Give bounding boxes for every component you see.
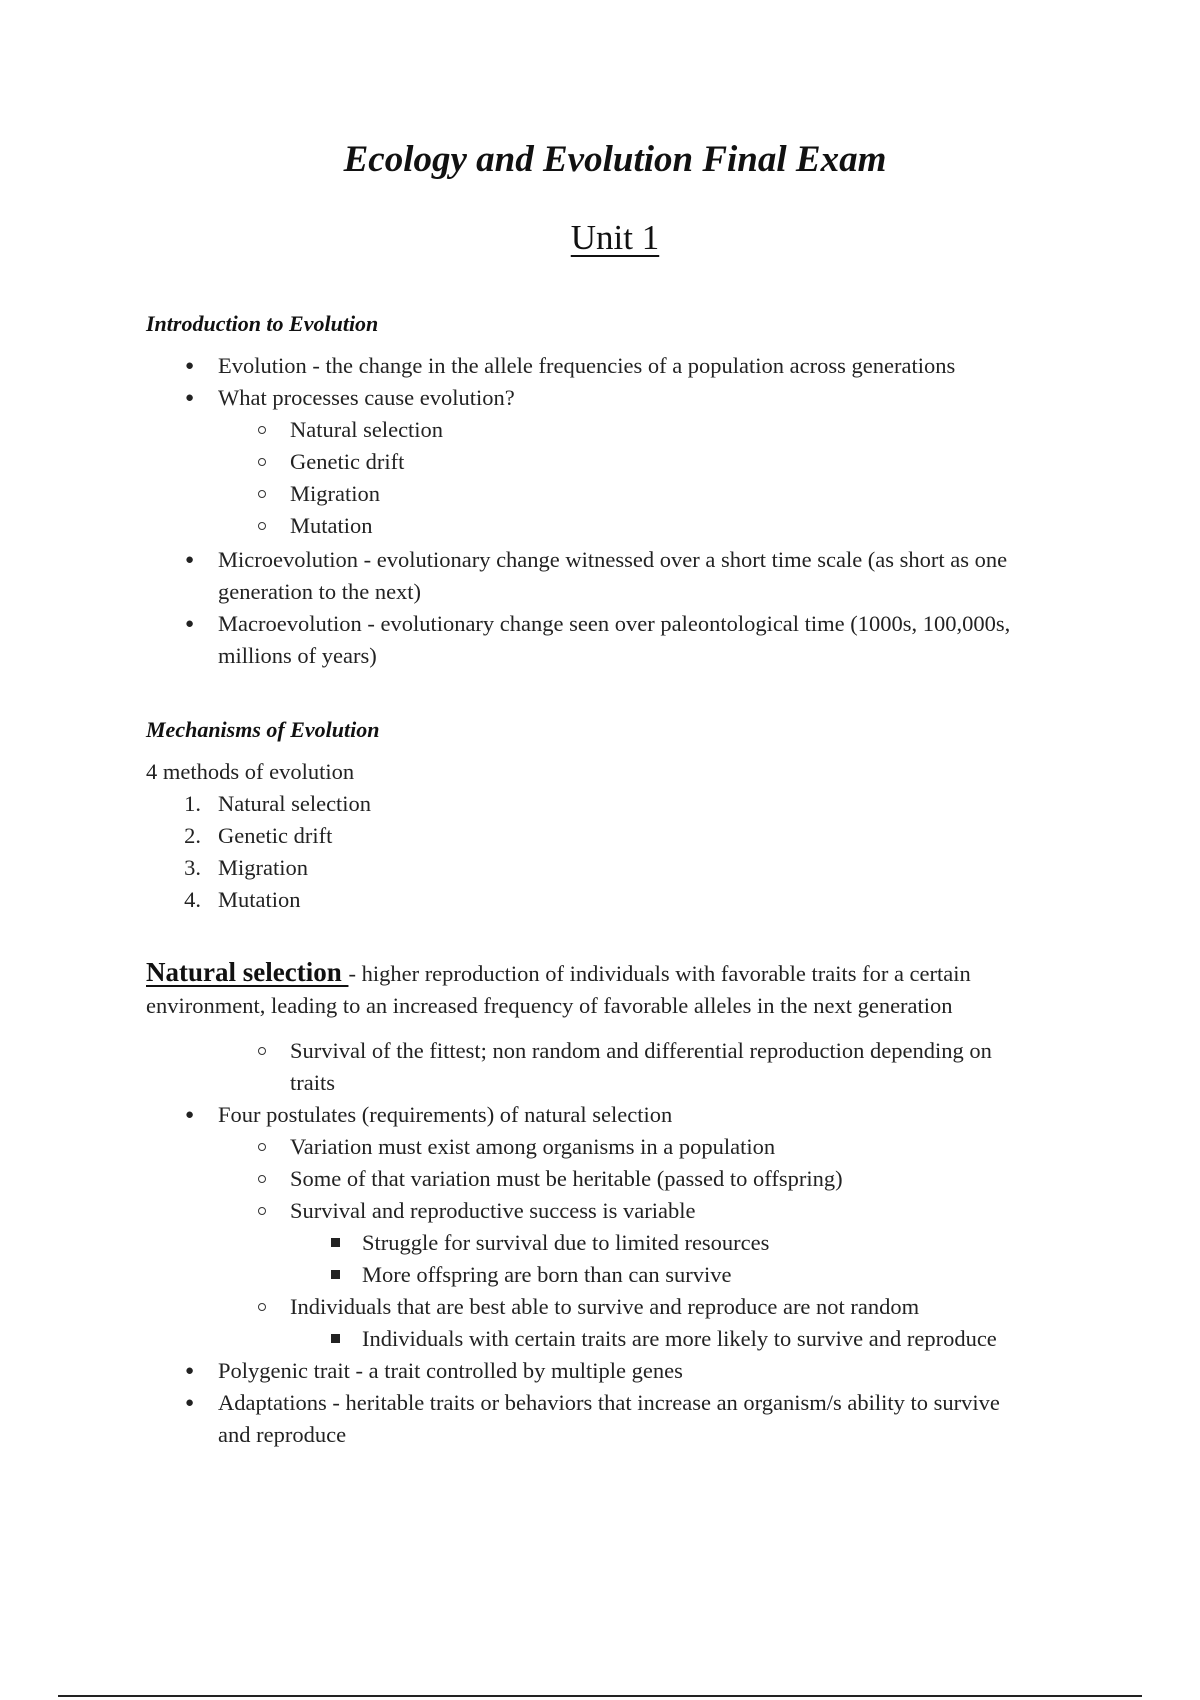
list-item: Migration <box>290 481 380 506</box>
list-item: Natural selection <box>290 417 444 442</box>
list-item: Variation must exist among organisms in a population <box>290 1134 776 1159</box>
list-item-continuation: traits <box>290 1070 335 1095</box>
section-heading-intro: Introduction to Evolution <box>146 311 379 336</box>
definition-continuation: environment, leading to an increased frequency of favorable alleles in the next generation <box>146 993 953 1018</box>
list-item: Genetic drift <box>290 449 405 474</box>
list-item: Migration <box>218 855 308 880</box>
list-item: Some of that variation must be heritable (passed to offspring) <box>290 1166 843 1191</box>
bullet-circle <box>258 1175 266 1183</box>
list-item: Macroevolution - evolutionary change seen over paleontological time (1000s, 100,000s, <box>218 611 1011 636</box>
list-item: Mutation <box>290 513 373 538</box>
bullet-dot: ● <box>185 358 195 374</box>
bullet-circle <box>258 1303 266 1311</box>
unit-heading <box>0 218 1200 258</box>
list-item: Individuals with certain traits are more likely to survive and reproduce <box>362 1326 997 1351</box>
list-item: Mutation <box>218 887 301 912</box>
bullet-dot: ● <box>185 390 195 406</box>
bullet-square <box>331 1334 340 1343</box>
bullet-circle <box>258 1207 266 1215</box>
bullet-circle <box>258 522 266 530</box>
term-natural-selection: Natural selection <box>146 957 349 987</box>
bullet-dot: ● <box>185 616 195 632</box>
bullet-square <box>331 1270 340 1279</box>
list-item: What processes cause evolution? <box>218 385 515 410</box>
document-title: Ecology and Evolution Final Exam <box>343 139 887 180</box>
bullet-circle <box>258 490 266 498</box>
list-item: Natural selection <box>218 791 372 816</box>
list-item-continuation: generation to the next) <box>218 579 422 604</box>
list-item: Survival and reproductive success is variable <box>290 1198 696 1223</box>
definition-text: - higher reproduction of individuals with favorable traits for a certain <box>348 961 971 986</box>
list-item: Polygenic trait - a trait controlled by multiple genes <box>218 1358 683 1383</box>
list-item: Evolution - the change in the allele frequencies of a population across generations <box>218 353 956 378</box>
page-bottom-rule <box>58 1695 1142 1697</box>
list-number: 3. <box>184 855 201 880</box>
bullet-circle <box>258 426 266 434</box>
list-item: Survival of the fittest; non random and differential reproduction depending on <box>290 1038 992 1063</box>
mechanisms-intro: 4 methods of evolution <box>146 759 355 784</box>
bullet-square <box>331 1238 340 1247</box>
section-heading-mechanisms: Mechanisms of Evolution <box>146 717 380 742</box>
list-number: 2. <box>184 823 201 848</box>
list-item: Adaptations - heritable traits or behaviors that increase an organism/s ability to survive <box>218 1390 1000 1415</box>
list-item: Genetic drift <box>218 823 333 848</box>
list-number: 4. <box>184 887 201 912</box>
list-item: Microevolution - evolutionary change witnessed over a short time scale (as short as one <box>218 547 1008 572</box>
bullet-dot: ● <box>185 1395 195 1411</box>
bullet-circle <box>258 1047 266 1055</box>
list-item: Struggle for survival due to limited resources <box>362 1230 770 1255</box>
list-item-continuation: and reproduce <box>218 1422 347 1447</box>
bullet-dot: ● <box>185 552 195 568</box>
bullet-dot: ● <box>185 1363 195 1379</box>
bullet-dot: ● <box>185 1107 195 1123</box>
list-item: More offspring are born than can survive <box>362 1262 732 1287</box>
natural-selection-definition <box>146 956 971 990</box>
list-number: 1. <box>184 791 201 816</box>
bullet-circle <box>258 1143 266 1151</box>
bullet-circle <box>258 458 266 466</box>
unit-label: Unit 1 <box>570 218 660 257</box>
list-item-continuation: millions of years) <box>218 643 377 668</box>
list-item: Four postulates (requirements) of natural selection <box>218 1102 673 1127</box>
list-item: Individuals that are best able to survive and reproduce are not random <box>290 1294 920 1319</box>
